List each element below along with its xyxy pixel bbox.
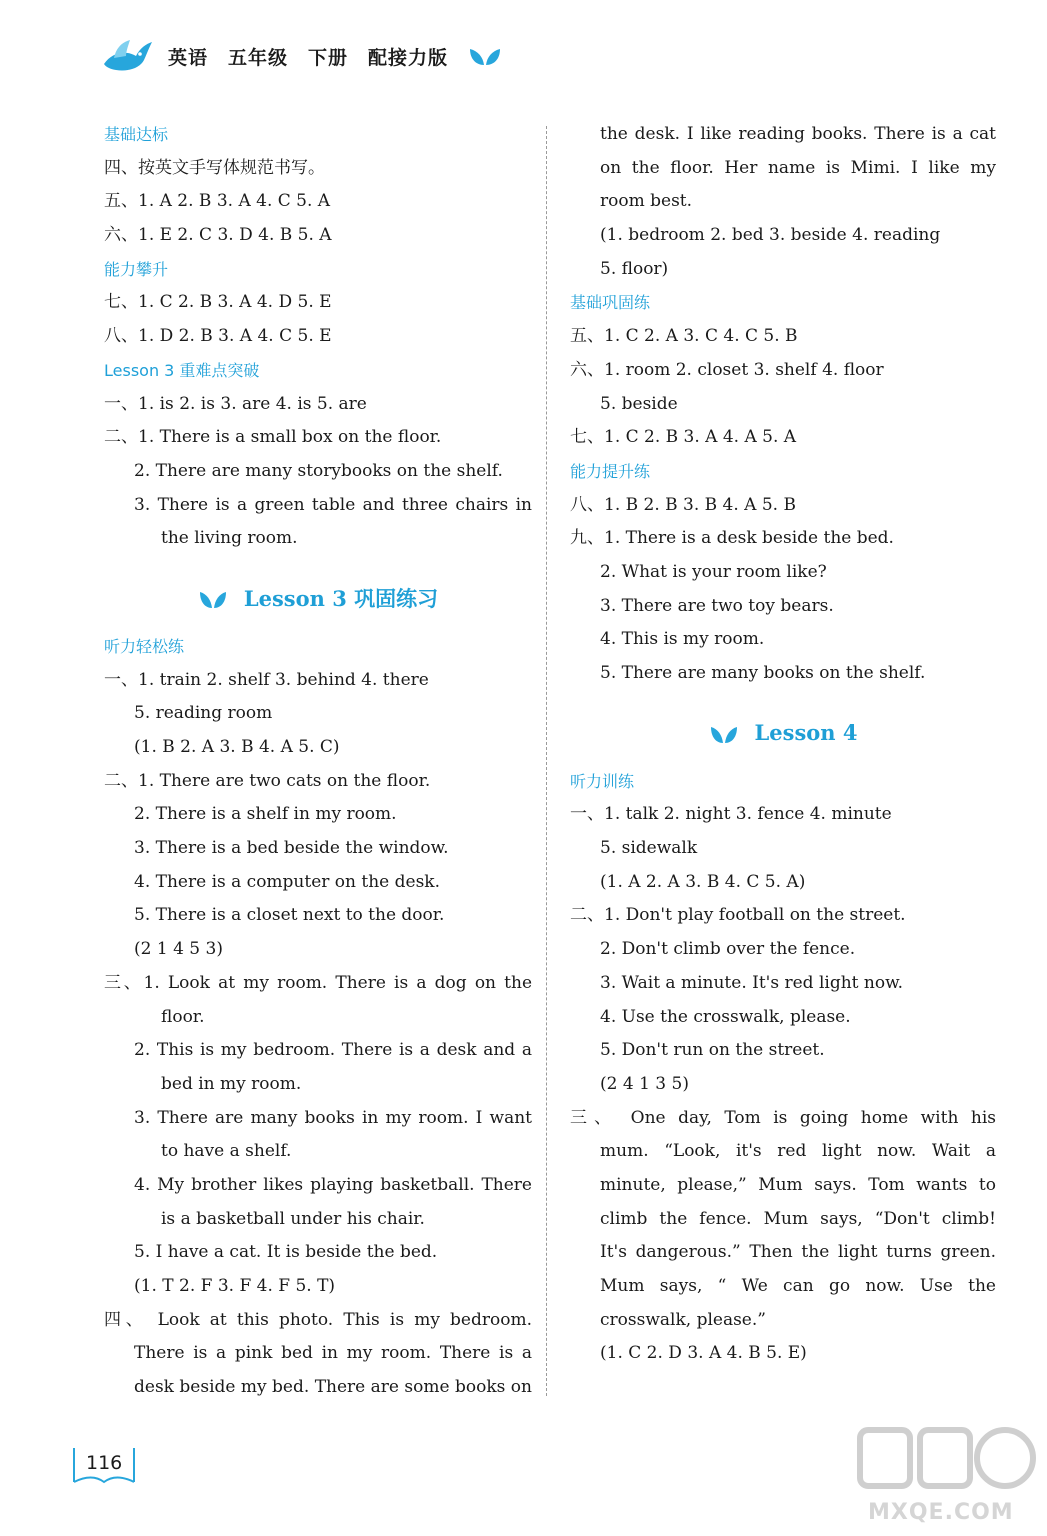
header-grade: 五年级 bbox=[228, 46, 289, 69]
answer-line: 一、1. talk 2. night 3. fence 4. minute bbox=[570, 804, 892, 825]
answer-line: (2 1 4 5 3) bbox=[134, 939, 223, 960]
header-title bbox=[168, 43, 468, 70]
answer-line: 4. Use the crosswalk, please. bbox=[600, 1006, 851, 1027]
answer-line: It's dangerous.” Then the light turns green. bbox=[600, 1242, 996, 1263]
answer-line: 5. There are many books on the shelf. bbox=[600, 663, 926, 683]
answer-line: on the floor. Her name is Mimi. I like my bbox=[600, 157, 996, 178]
answer-line: 3. There is a bed beside the window. bbox=[134, 838, 449, 859]
answer-line: Mum says, “ We can go now. Use the bbox=[600, 1276, 996, 1296]
left-column bbox=[104, 118, 532, 1405]
answer-line: 二、1. There are two cats on the floor. bbox=[104, 770, 431, 791]
answer-line: 六、1. E 2. C 3. D 4. B 5. A bbox=[104, 225, 332, 246]
answer-line: 5. reading room bbox=[134, 703, 273, 724]
answer-line: 3. Wait a minute. It's red light now. bbox=[600, 972, 904, 993]
answer-line: 二、1. Don't play football on the street. bbox=[570, 905, 906, 926]
answer-line: 5. There is a closet next to the door. bbox=[134, 905, 445, 926]
leaf-icon bbox=[709, 722, 739, 744]
answer-line: (1. T 2. F 3. F 4. F 5. T) bbox=[134, 1276, 336, 1296]
bird-logo-icon bbox=[100, 34, 154, 78]
lesson-title-text: Lesson 4 bbox=[754, 720, 858, 746]
column-divider bbox=[546, 126, 547, 1396]
header-subject: 英语 bbox=[168, 46, 209, 69]
answer-line: desk beside my bed. There are some books on bbox=[134, 1377, 532, 1398]
page-header bbox=[100, 34, 502, 78]
answer-line: 七、1. C 2. B 3. A 4. D 5. E bbox=[104, 292, 332, 313]
lesson-title bbox=[570, 691, 996, 765]
answer-line: is a basketball under his chair. bbox=[161, 1208, 425, 1229]
answer-line: room best. bbox=[600, 191, 693, 212]
answer-line: 4. There is a computer on the desk. bbox=[134, 871, 440, 892]
page-number-box bbox=[72, 1446, 136, 1486]
answer-line: 六、1. room 2. closet 3. shelf 4. floor bbox=[570, 359, 884, 380]
answer-line: to have a shelf. bbox=[161, 1141, 292, 1162]
answer-line: 3. There is a green table and three chairs in bbox=[134, 494, 532, 515]
answer-line: (1. bedroom 2. bed 3. beside 4. reading bbox=[600, 225, 941, 246]
answer-line: 4. This is my room. bbox=[600, 629, 765, 650]
answer-line: 八、1. B 2. B 3. B 4. A 5. B bbox=[570, 494, 796, 515]
answer-line: There is a pink bed in my room. There is a bbox=[134, 1343, 532, 1364]
answer-line: 三、 One day, Tom is going home with his bbox=[570, 1107, 996, 1128]
answer-line: 3. There are two toy bears. bbox=[600, 595, 834, 616]
section-heading: 基础达标 bbox=[104, 125, 169, 144]
answer-line: 3. There are many books in my room. I want bbox=[134, 1107, 532, 1128]
answer-line: the living room. bbox=[161, 528, 298, 549]
answer-line: climb the fence. Mum says, “Don't climb! bbox=[600, 1208, 996, 1229]
answer-line: 5. I have a cat. It is beside the bed. bbox=[134, 1242, 438, 1263]
answer-line: 二、1. There is a small box on the floor. bbox=[104, 427, 442, 448]
answer-line: 2. There are many storybooks on the shelf. bbox=[134, 460, 503, 481]
answer-line: 4. My brother likes playing basketball. There bbox=[134, 1174, 532, 1195]
answer-line: floor. bbox=[161, 1006, 205, 1027]
answer-line: 四、 Look at this photo. This is my bedroom. bbox=[104, 1309, 532, 1330]
watermark bbox=[850, 1420, 1040, 1530]
answer-line: 五、1. A 2. B 3. A 4. C 5. A bbox=[104, 191, 331, 212]
answer-line: 2. Don't climb over the fence. bbox=[600, 939, 856, 960]
answer-line: 2. This is my bedroom. There is a desk and a bbox=[134, 1040, 532, 1061]
header-volume: 下册 bbox=[308, 46, 349, 69]
section-heading: 能力提升练 bbox=[570, 461, 651, 481]
answer-line: (1. C 2. D 3. A 4. B 5. E) bbox=[600, 1343, 807, 1364]
answer-line: 三、1. Look at my room. There is a dog on the bbox=[104, 972, 532, 993]
answer-line: 八、1. D 2. B 3. A 4. C 5. E bbox=[104, 326, 332, 347]
section-heading: 听力轻松练 bbox=[104, 636, 185, 656]
answer-line: 九、1. There is a desk beside the bed. bbox=[570, 528, 894, 549]
answer-line: 四、按英文手写体规范书写。 bbox=[104, 157, 325, 178]
section-heading: Lesson 3 重难点突破 bbox=[104, 360, 260, 380]
header-edition: 配接力版 bbox=[368, 46, 449, 69]
answer-line: (1. A 2. A 3. B 4. C 5. A) bbox=[600, 871, 806, 892]
answer-line: 五、1. C 2. A 3. C 4. C 5. B bbox=[570, 326, 798, 347]
answer-line: minute, please,” Mum says. Tom wants to bbox=[600, 1174, 996, 1195]
answer-line: 一、1. is 2. is 3. are 4. is 5. are bbox=[104, 393, 367, 414]
answer-line: bed in my room. bbox=[161, 1073, 302, 1094]
answer-line: 2. There is a shelf in my room. bbox=[134, 804, 397, 825]
answer-line: 5. Don't run on the street. bbox=[600, 1040, 825, 1061]
answer-line: 七、1. C 2. B 3. A 4. A 5. A bbox=[570, 427, 797, 448]
lesson-title-text: Lesson 3 巩固练习 bbox=[243, 585, 439, 611]
answer-line: the desk. I like reading books. There is a cat bbox=[600, 124, 996, 144]
answer-line: 2. What is your room like? bbox=[600, 561, 827, 582]
answer-line: mum. “Look, it's red light now. Wait a bbox=[600, 1141, 996, 1162]
leaf-icon bbox=[468, 45, 502, 67]
section-heading: 听力训练 bbox=[570, 771, 635, 791]
watermark-text: MXQE.COM bbox=[868, 1500, 1014, 1525]
leaf-icon bbox=[198, 587, 228, 609]
answer-line: 5. beside bbox=[600, 393, 678, 414]
answer-line: 5. sidewalk bbox=[600, 838, 698, 859]
right-column bbox=[570, 118, 996, 1371]
page-number: 116 bbox=[86, 1452, 123, 1474]
answer-line: (2 4 1 3 5) bbox=[600, 1073, 689, 1094]
answer-line: 5. floor) bbox=[600, 258, 669, 279]
answer-line: crosswalk, please.” bbox=[600, 1309, 766, 1330]
section-heading: 能力攀升 bbox=[104, 259, 169, 279]
section-heading: 基础巩固练 bbox=[570, 293, 651, 313]
watermark-glyph-icon bbox=[850, 1420, 1040, 1500]
answer-line: 一、1. train 2. shelf 3. behind 4. there bbox=[104, 669, 429, 690]
answer-line: (1. B 2. A 3. B 4. A 5. C) bbox=[134, 737, 340, 757]
lesson-title bbox=[104, 556, 532, 630]
